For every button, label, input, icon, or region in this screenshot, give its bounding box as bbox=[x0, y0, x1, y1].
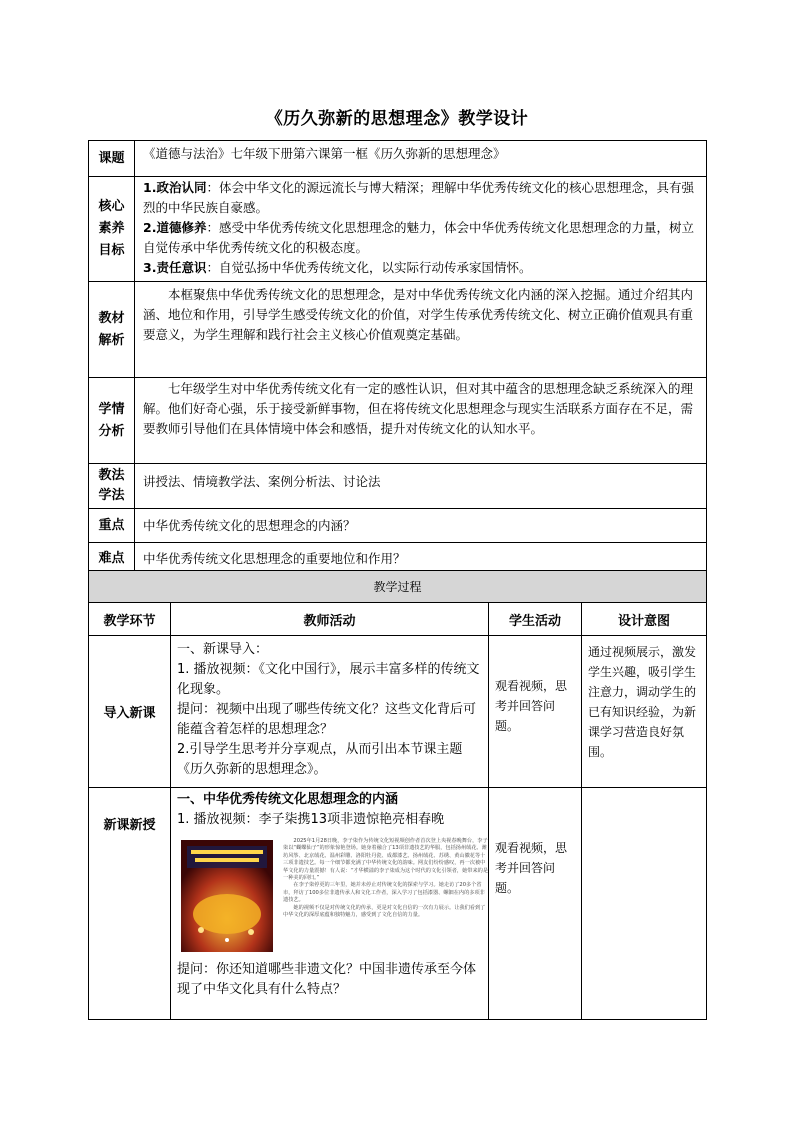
info-table bbox=[88, 140, 707, 575]
row-key bbox=[89, 509, 707, 543]
header-stage: 教学环节 bbox=[89, 603, 171, 636]
process-header-row bbox=[89, 603, 707, 636]
section-heading: 一、中华优秀传统文化思想理念的内涵 bbox=[177, 792, 399, 807]
header-teacher: 教师活动 bbox=[171, 603, 489, 636]
video-item: 1. 播放视频：李子柒携13项非遗惊艳亮相春晚 bbox=[177, 812, 445, 827]
process-table bbox=[88, 570, 707, 1020]
difficult-label: 难点 bbox=[89, 543, 135, 575]
new-row bbox=[89, 788, 707, 1020]
row-material bbox=[89, 282, 707, 378]
news-paragraph: 2025年1月28日晚，李子柒作为传统文化短视频创作者首次登上央视春晚舞台，李子柒以“蝴蝶仙子”的形象惊艳登场。她身着融合了13项非遗技艺的华服，包括扬州绒花、潍坊风筝、北京绒花、温州彩雕、洛阳牡丹瓷、成都漆艺、扬州绒花、苏绣、黄山徽花等十三项非遗技艺。每一个细节都充满了中华传统文化的韵味。网友们纷纷感叹，再一次被中华文化的力量震撼！有人说：“才华横溢的李子柒成为这个时代的文化引领者，她带来的是一种美的回归。” bbox=[283, 838, 489, 882]
process-banner-row bbox=[89, 571, 707, 603]
methods-label: 教法学法 bbox=[89, 464, 135, 509]
row-methods bbox=[89, 464, 707, 509]
new-teacher bbox=[171, 788, 489, 1020]
intro-purpose: 通过视频展示，激发学生兴趣，吸引学生注意力，调动学生的已有知识经验，为新课学习营造良好氛围。 bbox=[582, 636, 707, 788]
header-student: 学生活动 bbox=[489, 603, 582, 636]
news-image bbox=[181, 840, 273, 952]
new-purpose bbox=[582, 788, 707, 1020]
key-label: 重点 bbox=[89, 509, 135, 543]
material-text: 本框聚焦中华优秀传统文化的思想理念，是对中华优秀传统文化内涵的深入挖掘。通过介绍其内涵、地位和作用，引导学生感受传统文化的价值，对学生传承优秀传统文化、树立正确价值观具有重要意义，为学生理解和践行社会主义核心价值观奠定基础。 bbox=[135, 282, 707, 378]
intro-row bbox=[89, 636, 707, 788]
row-students bbox=[89, 378, 707, 464]
news-paragraph: 她的视频不仅是对传统文化的传承，更是对文化自信的一次有力展示。让我们看到了中华文化的深厚底蕴和独特魅力，感受到了文化自信的力量。 bbox=[283, 904, 486, 919]
question-text: 提问：你还知道哪些非遗文化？中国非遗传承至今体现了中华文化具有什么特点？ bbox=[177, 962, 477, 997]
topic-label: 课题 bbox=[89, 141, 135, 177]
intro-line: 一、新课导入： bbox=[177, 642, 269, 657]
row-topic bbox=[89, 141, 707, 177]
goal-item: 1.政治认同：体会中华文化的源远流长与博大精深；理解中华优秀传统文化的核心思想理念，具有强烈的中华民族自豪感。 bbox=[143, 180, 694, 215]
header-purpose: 设计意图 bbox=[582, 603, 707, 636]
new-student: 观看视频，思考并回答问题。 bbox=[489, 788, 582, 1020]
row-goals bbox=[89, 177, 707, 282]
topic-value: 《道德与法治》七年级下册第六课第一框《历久弥新的思想理念》 bbox=[135, 141, 707, 177]
intro-line: 2.引导学生思考并分享观点，从而引出本节课主题《历久弥新的思想理念》。 bbox=[177, 742, 463, 777]
news-paragraph: 在李子柒停更的三年里，她并未停止对传统文化的探索与学习。她走访了20多个省市，拜访了100多位非遗传承人和文化工作者，深入学习了包括漆器、螺钿在内的多项非遗技艺。 bbox=[283, 882, 485, 904]
news-article bbox=[283, 838, 488, 919]
page-title: 《历久弥新的思想理念》教学设计 bbox=[265, 109, 529, 129]
intro-line: 提问：视频中出现了哪些传统文化？这些文化背后可能蕴含着怎样的思想理念？ bbox=[177, 702, 477, 737]
intro-line: 1. 播放视频：《文化中国行》，展示丰富多样的传统文化现象。 bbox=[177, 662, 480, 697]
goal-item: 2.道德修养：感受中华优秀传统文化思想理念的魅力，体会中华优秀传统文化思想理念的力量，树立自觉传承中华优秀传统文化的积极态度。 bbox=[143, 220, 694, 255]
methods-text: 讲授法、情境教学法、案例分析法、讨论法 bbox=[135, 464, 707, 509]
news-figure bbox=[177, 836, 489, 956]
goals-cell bbox=[135, 177, 707, 282]
goal-item: 3.责任意识：自觉弘扬中华优秀传统文化，以实际行动传承家国情怀。 bbox=[143, 260, 532, 275]
students-text: 七年级学生对中华优秀传统文化有一定的感性认识，但对其中蕴含的思想理念缺乏系统深入的理解。他们好奇心强，乐于接受新鲜事物，但在将传统文化思想理念与现实生活联系方面存在不足，需要教师引导他们在具体情境中体会和感悟，提升对传统文化的认知水平。 bbox=[135, 378, 707, 464]
stage-photo-icon bbox=[181, 840, 273, 952]
material-label: 教材解析 bbox=[89, 282, 135, 378]
intro-teacher bbox=[171, 636, 489, 788]
new-stage: 新课新授 bbox=[89, 788, 171, 1020]
goals-label: 核心素养目标 bbox=[89, 177, 135, 282]
intro-student: 观看视频，思考并回答问题。 bbox=[489, 636, 582, 788]
students-label: 学情分析 bbox=[89, 378, 135, 464]
key-text: 中华优秀传统文化的思想理念的内涵？ bbox=[135, 509, 707, 543]
intro-stage: 导入新课 bbox=[89, 636, 171, 788]
difficult-text: 中华优秀传统文化思想理念的重要地位和作用？ bbox=[135, 543, 707, 575]
process-banner: 教学过程 bbox=[89, 571, 707, 603]
